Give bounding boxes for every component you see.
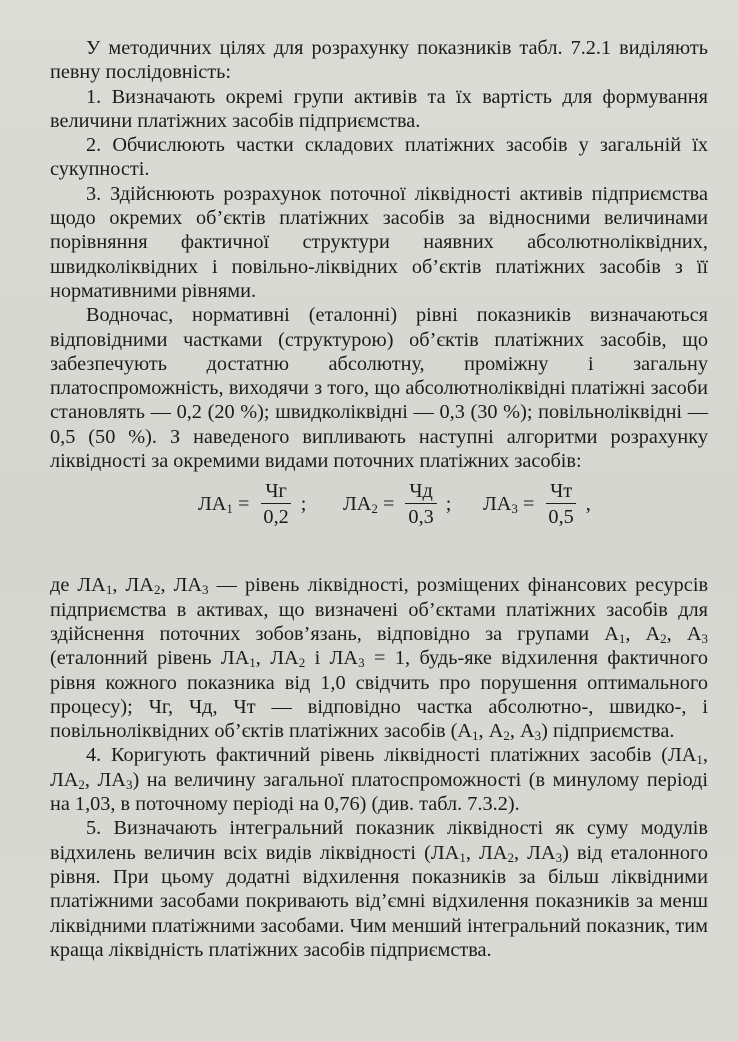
formula-la3-separator: , [585, 493, 591, 516]
formula-la3-denominator: 0,5 [548, 506, 574, 529]
formula-la3 [483, 479, 591, 530]
paragraph-step-4: 4. Коригують фактичний рівень ліквідності платіжних засобів ($ЛА_1$, $ЛА_2$, $ЛА_3$) на величину загальної платоспроможності (в минулому періоді на 1,03, в поточному періоді на 0,76) (див. табл. 7.3.2). [50, 744, 708, 816]
paragraph-intro: У методичних цілях для розрахунку показників табл. 7.2.1 виділяють певну послідовність: [50, 37, 708, 84]
formula-la1-lhs: $ЛА_1$ = [198, 493, 250, 517]
formula-la2-denominator: 0,3 [408, 506, 434, 529]
formula-la1-fraction [259, 479, 292, 530]
formula-la2-fraction [404, 479, 437, 530]
formula-la2 [343, 479, 451, 530]
paragraph-step-2: 2. Обчислюють частки складових платіжних засобів у загальній їх сукупності. [50, 134, 708, 181]
formula-la3-fraction [544, 479, 577, 530]
formula-la2-numerator: Чд [405, 479, 437, 504]
formula-la2-lhs: $ЛА_2$ = [343, 493, 395, 517]
formula-row [50, 473, 708, 573]
formula-la1-denominator: 0,2 [263, 506, 289, 529]
paragraph-explanation: де $ЛА_1$, $ЛА_2$, $ЛА_3$ — рівень ліквідності, розміщених фінансових ресурсів підприємства в активах, що визначені об’єктами платіжних засобів для здійснення поточних зобов’язань, відповідно за групами $А_1$, $А_2$, $А_3$ (еталонний рівень $ЛА_1$, $ЛА_2$ і $ЛА_3 = 1$, будь-яке відхилення фактичного рівня кожного показника від 1,0 свідчить про порушення оптимального процесу); Чг, Чд, Чт — відповідно частка абсолютно-, швидко-, і повільноліквідних об’єктів платіжних засобів ($А_1$, $А_2$, $А_3$) підприємства. [50, 574, 709, 744]
paragraph-normative: Водночас, нормативні (еталонні) рівні показників визначаються відповідними частками (структурою) об’єктів платіжних засобів, що забезпечують достатню абсолютну, проміжну і загальну платоспроможність, виходячи з того, що абсолютноліквідні платіжні засоби становлять — 0,2 (20 %); швидколіквідні — 0,3 (30 %); повільноліквідні — 0,5 (50 %). З наведеного випливають наступні алгоритми розрахунку ліквідності за окремими видами поточних платіжних засобів: [50, 304, 708, 473]
formula-la1-separator: ; [300, 493, 307, 516]
formula-la2-separator: ; [445, 493, 452, 516]
formula-la3-numerator: Чт [546, 479, 576, 504]
paragraph-step-5: 5. Визначають інтегральний показник ліквідності як суму модулів відхилень величин всіх видів ліквідності ($ЛА_1$, $ЛА_2$, $ЛА_3$) від еталонного рівня. При цьому додатні відхилення показників за більш ліквідними платіжними засобами покривають від’ємні відхилення показників за менш ліквідними платіжними засобами. Чим менший інтегральний показник, тим краща ліквідність платіжних засобів підприємства. [50, 817, 708, 961]
formula-la1-numerator: Чг [261, 479, 291, 504]
paragraph-step-3: 3. Здійснюють розрахунок поточної ліквідності активів підприємства щодо окремих об’єктів платіжних засобів за відносними величинами порівняння фактичної структури наявних абсолютноліквідних, швидколіквідних і повільно-ліквідних об’єктів платіжних засобів з її нормативними рівнями. [50, 182, 708, 302]
formula-la1 [198, 479, 306, 530]
formula-la3-lhs: $ЛА_3$ = [483, 493, 535, 517]
paragraph-step-1: 1. Визначають окремі групи активів та їх вартість для формування величини платіжних засобів підприємства. [50, 85, 708, 132]
